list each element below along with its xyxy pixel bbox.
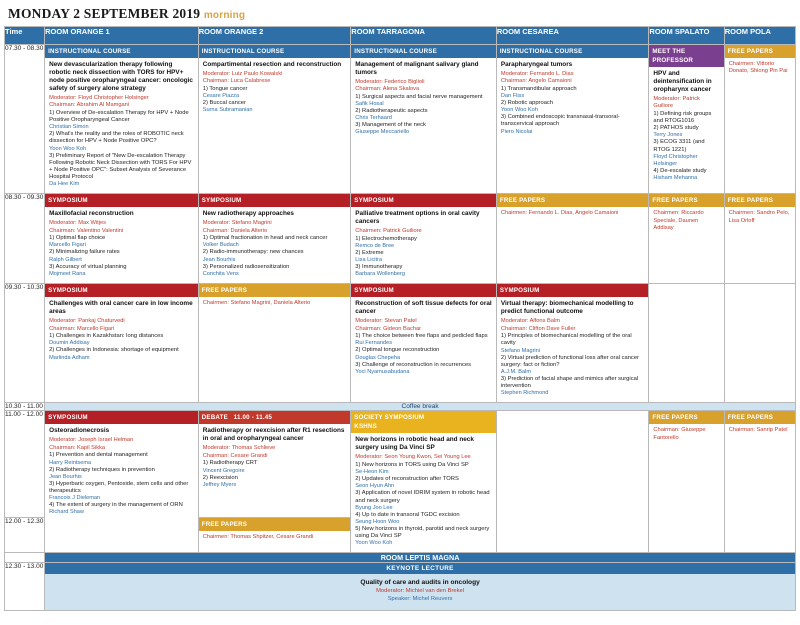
session-cesarea-0730[interactable] <box>496 45 649 194</box>
session-item-list <box>203 460 347 488</box>
session-spalato-0730[interactable] <box>649 45 724 194</box>
item-speaker: Safik Hosal <box>355 101 384 108</box>
page-title-date: MONDAY 2 SEPTEMBER 2019 <box>8 6 201 21</box>
session-orange2-0730[interactable] <box>198 45 351 194</box>
item-title: 3) Challenge of reconstruction in recurrences <box>355 361 471 368</box>
list-item <box>203 249 347 263</box>
session-type-ribbon: SYMPOSIUM <box>45 411 198 424</box>
item-title: 1) Surgical aspects and facial nerve management <box>355 93 483 100</box>
item-speaker: Yoon Woo Koh <box>355 540 393 547</box>
item-speaker: Jean Bourhis <box>49 473 82 480</box>
list-item <box>355 512 492 526</box>
item-title: 1) Prevention and dental management <box>49 452 148 459</box>
item-speaker: Yoci Nyamusabudana <box>355 368 410 375</box>
page-title-part: morning <box>203 10 246 21</box>
list-item <box>355 264 492 278</box>
list-item <box>203 100 347 114</box>
list-item <box>355 476 492 490</box>
session-type-ribbon: SYMPOSIUM <box>497 284 649 297</box>
item-title: 1) Electrochemotherapy <box>355 235 417 242</box>
item-title: 3) Immunotherapy <box>355 264 403 271</box>
session-chair: Chairmen: Stefano Magrini, Daniela Alterio <box>202 300 311 307</box>
session-tarragona-0830[interactable] <box>351 194 497 284</box>
session-chair: Chairmen: Patrick Guiliore <box>355 228 422 235</box>
session-type-ribbon <box>199 411 351 424</box>
session-title: Maxillofacial reconstruction <box>49 210 134 218</box>
list-item <box>203 235 347 249</box>
list-item <box>355 333 492 347</box>
session-orange2-0930[interactable] <box>198 284 351 403</box>
list-item <box>653 111 719 125</box>
item-speaker: Yoon Woo Koh <box>49 145 87 152</box>
list-item <box>355 526 492 547</box>
item-title: 3) Prediction of facial shape and mimics after surgical intervention <box>500 376 639 390</box>
session-tarragona-1100[interactable] <box>351 411 497 553</box>
session-chairman: Chairman: Gideon Bachar <box>355 325 422 332</box>
society-name-label: KSHNS <box>354 423 377 431</box>
session-title: New devascularization therapy following robotic neck dissection with TORS for HPV+ node positive oropharyngeal cancer: oncologic safety of surgery alone strategy <box>49 61 193 92</box>
item-speaker: Barbara Wollenberg <box>355 271 405 278</box>
session-chairman: Chairman: Cesare Grandi <box>202 452 268 459</box>
list-item <box>49 235 194 249</box>
session-title: Challenges with oral cancer care in low income areas <box>49 300 193 316</box>
session-chairman: Chairman: Luca Calabrese <box>202 78 271 85</box>
item-title: 2) Radiotherapeutic aspects <box>355 108 428 115</box>
table-row-1030 <box>5 403 796 411</box>
list-item <box>501 86 645 100</box>
session-item-list <box>355 333 492 376</box>
session-type-ribbon: MEET THE PROFESSOR <box>649 45 723 67</box>
session-moderator: Moderator: Floyd Christopher Holsinger <box>49 95 149 101</box>
session-item-list <box>49 333 194 361</box>
item-speaker: Stefano Magrini <box>500 347 541 354</box>
session-title: Radiotherapy or reexcision after R1 resections in oral and oropharyngeal cancer <box>202 427 345 443</box>
item-speaker: Conchita Vens <box>202 270 239 277</box>
session-moderator: Moderator: Michiel van den Brekel <box>376 588 465 595</box>
time-slot-1200: 12.00 - 12.30 <box>5 518 45 553</box>
session-type-ribbon: FREE PAPERS <box>649 411 723 424</box>
session-item-list <box>501 333 645 397</box>
session-type-ribbon: SYMPOSIUM <box>45 284 198 297</box>
item-title: 5) New horizons in thyroid, parotid and neck surgery using Da Vinci SP <box>355 525 490 540</box>
item-speaker: Surna Subramanian <box>202 107 253 114</box>
session-time-label: 11.00 - 11.45 <box>233 414 273 422</box>
item-title: 2) Robotic approach <box>500 100 554 107</box>
session-orange1-1100[interactable] <box>45 411 199 553</box>
session-chair: Chairman: Sanrip Patel <box>728 427 788 434</box>
item-title: 1) Overview of De-escalation Therapy for HPV + Node Positive Oropharyngeal Cancer <box>49 109 189 124</box>
session-moderator: Moderator: Fernando L. Dias <box>500 71 574 77</box>
item-title: 1) Optimal fractionation in head and neck cancer <box>202 235 328 242</box>
session-type-ribbon: INSTRUCTIONAL COURSE <box>497 45 649 58</box>
session-type-ribbon: INSTRUCTIONAL COURSE <box>45 45 198 58</box>
item-title: 4) The extent of surgery in the management of ORN <box>49 502 183 509</box>
item-title: 3) Preliminary Report of "New De-escalation Therapy Following Robotic Neck Dissection with TORS For HPV + Node Positive OPC": Subset Analysis of Severance Hospital Protocol <box>49 152 192 181</box>
item-title: 2) Minimalizing failure rates <box>49 249 120 256</box>
session-item-list <box>355 462 492 547</box>
session-spalato-1100[interactable] <box>649 411 724 553</box>
item-title: 2) Radio-immunotherapy: new chances <box>202 249 304 256</box>
item-title: 2) Updates of reconstruction after TORS <box>355 476 459 483</box>
item-title: 3) Application of novel IDRIM system in robotic head and neck surgery <box>355 490 490 504</box>
session-title: New horizons in robotic head and neck surgery using Da Vinci SP <box>355 436 474 452</box>
time-slot-1100: 11.00 - 12.00 <box>5 411 45 518</box>
item-title: 2) What's the reality and the roles of ROBOTIC neck dissection for HPV + Node Positive OPC? <box>49 131 184 145</box>
item-title: 4) Up to date in transoral TGDC excision <box>355 511 460 518</box>
list-item <box>355 462 492 476</box>
session-moderator: Moderator: Stevan Patel <box>355 318 417 325</box>
session-chair: Chairmen: Riccardo Speciale, Daunen Addisay <box>653 210 704 232</box>
item-speaker: Marlinda Adham <box>49 354 90 361</box>
list-item <box>653 168 719 182</box>
item-title: 2) Radiotherapy techniques in prevention <box>49 466 155 473</box>
session-chairman: Chairman: Alena Skalova <box>355 86 420 93</box>
list-item <box>653 125 719 139</box>
session-item-list <box>203 235 347 278</box>
list-item <box>49 333 194 347</box>
list-item <box>203 264 347 278</box>
item-title: 2) Buccal cancer <box>202 100 246 107</box>
session-tarragona-0730[interactable] <box>351 45 497 194</box>
session-type-label: DEBATE <box>201 414 228 422</box>
session-type-ribbon: KEYNOTE LECTURE <box>45 563 795 574</box>
column-header-room-orange-1: ROOM ORANGE 1 <box>45 27 199 45</box>
item-title: 2) Optimal tongue reconstruction <box>355 347 440 354</box>
item-title: 3) Accuracy of virtual planning <box>49 263 127 270</box>
session-moderator: Moderator: Federico Biglioli <box>355 79 425 85</box>
time-slot-1230: 12.30 - 13.00 <box>5 563 45 611</box>
item-title: 1) Optimal flap choice <box>49 235 106 242</box>
session-orange2-1100[interactable] <box>198 411 351 518</box>
session-chairman: Chairman: Clifton Dave Fuller <box>500 325 576 332</box>
item-speaker: Christian Simon <box>49 124 89 131</box>
list-item <box>49 502 194 516</box>
item-title: 3) Hyperbaric oxygen, Pentoxide, stem cells and other therapeutics <box>49 480 189 494</box>
session-title: HPV and deintensification in oropharynx cancer <box>653 70 712 93</box>
session-chairman: Chairman: Marcello Figari <box>49 325 115 332</box>
session-pola-0730[interactable] <box>724 45 795 194</box>
item-title: 1) Principles of biomechanical modelling of the oral cavity <box>500 333 632 347</box>
item-title: 2) Challenges in Indonesia: shortage of equipment <box>49 347 179 354</box>
session-item-list <box>203 86 347 114</box>
item-title: 2) PATHOS study <box>653 125 699 132</box>
item-speaker: Vincent Gregoire <box>202 467 245 474</box>
session-title: Quality of care and audits in oncology <box>360 579 480 587</box>
table-row-0930 <box>5 284 796 403</box>
column-header-room-tarragona: ROOM TARRAGONA <box>351 27 497 45</box>
item-title: 4) De-escalate study <box>653 167 707 174</box>
list-item <box>203 86 347 100</box>
item-title: 1) The choice between free flaps and pedicled flaps <box>355 333 488 340</box>
table-header-row <box>5 27 796 45</box>
session-type-ribbon: FREE PAPERS <box>199 518 351 531</box>
list-item <box>355 236 492 250</box>
session-title: Parapharyngeal tumors <box>500 61 573 68</box>
session-moderator: Moderator: Alfons Balm <box>500 318 560 325</box>
list-item <box>501 100 645 114</box>
item-title: 3) ECOG 3311 (and RTOG 1221) <box>653 139 705 153</box>
list-item <box>355 94 492 108</box>
list-item <box>203 460 347 474</box>
table-row-0730 <box>5 45 796 194</box>
item-speaker: Chris Terhaard <box>355 115 392 122</box>
session-chair: Chairman: Giuseppe Fantorello <box>653 427 706 441</box>
session-type-ribbon: SYMPOSIUM <box>199 194 351 207</box>
time-slot-blank <box>5 553 45 563</box>
item-speaker: Jeffrey Myers <box>202 481 237 488</box>
item-speaker: Ralph Gilbert <box>49 256 82 263</box>
list-item <box>355 347 492 361</box>
session-moderator: Moderator: Joseph Israel Helman <box>49 437 134 444</box>
session-moderator: Moderator: Thomas Schlieve <box>202 445 276 452</box>
list-item <box>49 264 194 278</box>
session-moderator: Moderator: Max Witjes <box>49 220 107 227</box>
item-speaker: Seon Hyun Ahn <box>355 483 395 490</box>
list-item <box>355 250 492 264</box>
item-speaker: Richard Shaw <box>49 509 84 516</box>
item-title: 1) Tongue cancer <box>202 85 248 92</box>
item-speaker: Se-Heon Kim <box>355 469 389 476</box>
item-speaker: Doumin Addisay <box>49 340 90 347</box>
item-title: 3) Combined endoscopic transnasal-transoral-transcervical approach <box>500 114 620 128</box>
item-title: 3) Personalized radiosensitization <box>202 263 290 270</box>
item-speaker: Francois J Dieleman <box>49 495 101 502</box>
session-chairman: Chairman: Kapil Sikka <box>49 444 106 451</box>
column-header-room-orange-2: ROOM ORANGE 2 <box>198 27 351 45</box>
session-type-ribbon: FREE PAPERS <box>725 45 795 58</box>
column-header-room-cesarea: ROOM CESAREA <box>496 27 649 45</box>
session-cesarea-0930[interactable] <box>496 284 649 403</box>
session-spalato-0830[interactable] <box>649 194 724 284</box>
session-orange1-0930[interactable] <box>45 284 199 403</box>
item-speaker: Hisham Mehanna <box>653 175 698 182</box>
session-pola-0830[interactable] <box>724 194 795 284</box>
session-type-ribbon: SYMPOSIUM <box>351 284 496 297</box>
session-chair: Chairmen: Vittorio Donato, Shiong Pin Pai <box>728 61 788 75</box>
session-chairman: Chairman: Angelo Camaioni <box>500 78 572 85</box>
item-title: 1) Defining risk groups and RTOG1016 <box>653 110 712 125</box>
session-cesarea-1100-empty <box>496 411 649 553</box>
item-speaker: Remco de Bree <box>355 243 395 250</box>
item-speaker: Stephen Richmond <box>500 390 549 397</box>
item-speaker: Mojmeet Rana <box>49 270 86 277</box>
item-title: 1) Radiotherapy CRT <box>202 460 258 467</box>
session-title: Virtual therapy: biomechanical modelling to predict functional outcome <box>500 300 634 316</box>
session-keynote[interactable] <box>45 563 796 611</box>
session-tarragona-0930[interactable] <box>351 284 497 403</box>
list-item <box>49 481 194 502</box>
session-chair: Chairmen: Fernando L. Dias, Angelo Camaioni <box>500 210 619 217</box>
item-speaker: Seung Hoon Woo <box>355 518 400 525</box>
session-chair: Chairmen: Thomas Shpitzer, Cesare Grandi <box>202 534 314 541</box>
session-type-ribbon: FREE PAPERS <box>725 194 795 207</box>
list-item <box>355 362 492 376</box>
session-orange2-0830[interactable] <box>198 194 351 284</box>
item-title: 2) Virtual prediction of functional loss after oral cancer surgery: fact or fiction? <box>500 354 639 368</box>
list-item <box>501 376 645 397</box>
column-header-room-pola: ROOM POLA <box>724 27 795 45</box>
column-header-time: Time <box>5 27 45 45</box>
session-title: Reconstruction of soft tissue defects for oral cancer <box>355 300 492 316</box>
list-item <box>355 490 492 511</box>
list-item <box>501 333 645 354</box>
list-item <box>49 153 194 189</box>
session-type-ribbon: INSTRUCTIONAL COURSE <box>199 45 351 58</box>
schedule-table <box>4 26 796 611</box>
time-slot-0830: 08.30 - 09.30 <box>5 194 45 284</box>
session-type-label: SOCIETY SYMPOSIUM <box>354 414 425 422</box>
session-item-list <box>355 94 492 137</box>
list-item <box>501 114 645 135</box>
session-title: Compartimental resection and reconstruction <box>202 61 342 68</box>
list-item <box>203 475 347 489</box>
item-speaker: Terry Jones <box>653 132 683 139</box>
item-speaker: Yoon Woo Koh <box>500 107 538 114</box>
page-title <box>0 0 800 26</box>
session-pola-1100[interactable] <box>724 411 795 553</box>
session-title: Management of malignant salivary gland tumors <box>355 61 479 76</box>
session-chairman: Chairman: Abrahim Al Mamgani <box>49 102 130 109</box>
session-orange2-1200[interactable] <box>198 518 351 553</box>
list-item <box>355 122 492 136</box>
list-item <box>355 108 492 122</box>
item-speaker: Rui Fernandes <box>355 340 392 347</box>
session-type-ribbon: FREE PAPERS <box>497 194 649 207</box>
list-item <box>653 139 719 167</box>
table-row-1100 <box>5 411 796 518</box>
item-speaker: Byung Joo Lee <box>355 504 393 511</box>
list-item <box>49 467 194 481</box>
table-row-0830 <box>5 194 796 284</box>
session-chairman: Chairman: Daniela Alterio <box>202 227 268 234</box>
session-orange1-0830[interactable] <box>45 194 199 284</box>
column-header-room-spalato: ROOM SPALATO <box>649 27 724 45</box>
session-title: New radiotherapy approaches <box>202 210 294 218</box>
item-title: 1) Transmandibular approach <box>500 85 577 92</box>
time-slot-0930: 09.30 - 10.30 <box>5 284 45 403</box>
item-speaker: Piero Nicolai <box>500 128 533 135</box>
session-chairman: Chairman: Valentino Valentini <box>49 227 124 234</box>
list-item <box>49 347 194 361</box>
list-item <box>501 355 645 376</box>
item-speaker: Da Hee Kim <box>49 181 80 188</box>
coffee-break-row: Coffee break <box>45 403 796 411</box>
item-speaker: Marcello Figari <box>49 242 86 249</box>
session-type-ribbon: SYMPOSIUM <box>351 194 496 207</box>
item-title: 1) New horizons in TORS using Da Vinci SP <box>355 461 469 468</box>
session-moderator: Moderator: Pankaj Chaturvedi <box>49 318 125 325</box>
session-item-list <box>49 110 194 189</box>
item-speaker: Harry Reintsema <box>49 459 92 466</box>
item-title: 2) Extreme <box>355 250 384 257</box>
item-title: 1) Challenges in Kazakhstan: long distances <box>49 333 164 340</box>
item-speaker: A.J.M. Balm <box>500 369 531 376</box>
item-speaker: Dan Fliss <box>500 93 525 100</box>
session-moderator: Moderator: Luiz Paulo Kowalski <box>202 71 283 77</box>
table-row-leptis <box>5 553 796 563</box>
session-moderator: Moderator: Seon Young Kwon, Sei Young Lee <box>355 454 471 461</box>
time-slot-1030: 10.30 - 11.00 <box>5 403 43 411</box>
session-chair: Chairmen: Sandro Pelo, Lisa Orloff <box>728 210 790 224</box>
session-cesarea-0830[interactable] <box>496 194 649 284</box>
item-speaker: Floyd Christopher Holsinger <box>653 153 698 167</box>
list-item <box>49 452 194 466</box>
table-row-1230 <box>5 563 796 611</box>
session-type-ribbon <box>351 411 496 433</box>
room-leptis-magna-banner: ROOM LEPTIS MAGNA <box>45 553 796 563</box>
session-orange1-0730[interactable] <box>45 45 199 194</box>
session-type-ribbon: INSTRUCTIONAL COURSE <box>351 45 496 58</box>
session-item-list <box>501 86 645 136</box>
item-speaker: Jean Bourhis <box>202 256 236 263</box>
session-type-ribbon: FREE PAPERS <box>725 411 795 424</box>
item-speaker: Lisa Licitra <box>355 257 383 264</box>
session-title: Osteoradionecrosis <box>49 427 110 435</box>
session-pola-0930-empty <box>724 284 795 403</box>
session-item-list <box>49 452 194 516</box>
session-item-list <box>355 236 492 279</box>
item-speaker: Cesare Piazza <box>202 93 240 100</box>
item-speaker: Douglas Chepeha <box>355 354 401 361</box>
session-moderator: Moderator: Stefano Magrini <box>202 220 272 227</box>
item-speaker: Giuseppe Meccariello <box>355 129 410 136</box>
session-spalato-0930-empty <box>649 284 724 403</box>
session-speaker: Speaker: Michel Reuvers <box>387 595 453 602</box>
session-type-ribbon: FREE PAPERS <box>649 194 723 207</box>
session-type-ribbon: FREE PAPERS <box>199 284 351 297</box>
time-slot-0730: 07.30 - 08.30 <box>5 45 45 194</box>
list-item <box>49 110 194 131</box>
item-title: 2) Reexcision <box>202 474 238 481</box>
item-title: 3) Management of the neck <box>355 122 426 129</box>
session-title: Palliative treatment options in oral cavity cancers <box>355 210 480 226</box>
session-item-list <box>653 111 719 182</box>
session-type-ribbon: SYMPOSIUM <box>45 194 198 207</box>
list-item <box>49 249 194 263</box>
item-speaker: Volker Budach <box>202 242 239 249</box>
session-moderator: Moderator: Patrick Guiliore <box>653 96 700 110</box>
session-item-list <box>49 235 194 278</box>
list-item <box>49 131 194 152</box>
